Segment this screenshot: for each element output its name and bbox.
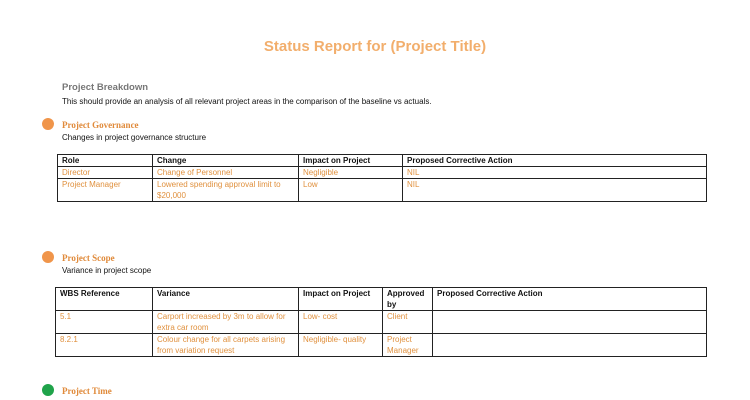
header-cell: Change	[153, 155, 299, 167]
cell: Colour change for all carpets arising from variation request	[153, 334, 299, 357]
cell	[433, 311, 707, 334]
cell: Negligible	[299, 167, 403, 179]
cell: Director	[58, 167, 153, 179]
table-row	[56, 334, 707, 357]
governance-subtitle: Changes in project governance structure	[62, 133, 207, 142]
table-row	[56, 311, 707, 334]
table-row	[58, 179, 707, 202]
scope-table	[55, 287, 707, 357]
cell: Change of Personnel	[153, 167, 299, 179]
header-cell: Approved by	[383, 288, 433, 311]
governance-heading: Project Governance	[62, 120, 139, 130]
cell: Client	[383, 311, 433, 334]
cell: Project Manager	[383, 334, 433, 357]
cell: NIL	[403, 167, 707, 179]
header-cell: WBS Reference	[56, 288, 153, 311]
scope-status-dot-icon	[42, 251, 54, 263]
table-header-row	[58, 155, 707, 167]
cell: 8.2.1	[56, 334, 153, 357]
breakdown-description: This should provide an analysis of all relevant project areas in the comparison of the baseline vs actuals.	[62, 97, 432, 106]
cell: Negligible- quality	[299, 334, 383, 357]
report-title: Status Report for (Project Title)	[263, 38, 487, 55]
cell	[433, 334, 707, 357]
header-cell: Impact on Project	[299, 155, 403, 167]
governance-table	[57, 154, 707, 202]
time-heading: Project Time	[62, 386, 112, 396]
cell: Project Manager	[58, 179, 153, 202]
cell: NIL	[403, 179, 707, 202]
cell: Carport increased by 3m to allow for extra car room	[153, 311, 299, 334]
header-cell: Role	[58, 155, 153, 167]
table-header-row	[56, 288, 707, 311]
cell: 5.1	[56, 311, 153, 334]
header-cell: Proposed Corrective Action	[433, 288, 707, 311]
cell: Low- cost	[299, 311, 383, 334]
scope-heading: Project Scope	[62, 253, 115, 263]
governance-status-dot-icon	[42, 118, 54, 130]
header-cell: Proposed Corrective Action	[403, 155, 707, 167]
header-cell: Impact on Project	[299, 288, 383, 311]
breakdown-heading: Project Breakdown	[62, 82, 149, 93]
header-cell: Variance	[153, 288, 299, 311]
table-row	[58, 167, 707, 179]
time-status-dot-icon	[42, 384, 54, 396]
cell: Lowered spending approval limit to $20,000	[153, 179, 299, 202]
cell: Low	[299, 179, 403, 202]
scope-subtitle: Variance in project scope	[62, 266, 152, 275]
